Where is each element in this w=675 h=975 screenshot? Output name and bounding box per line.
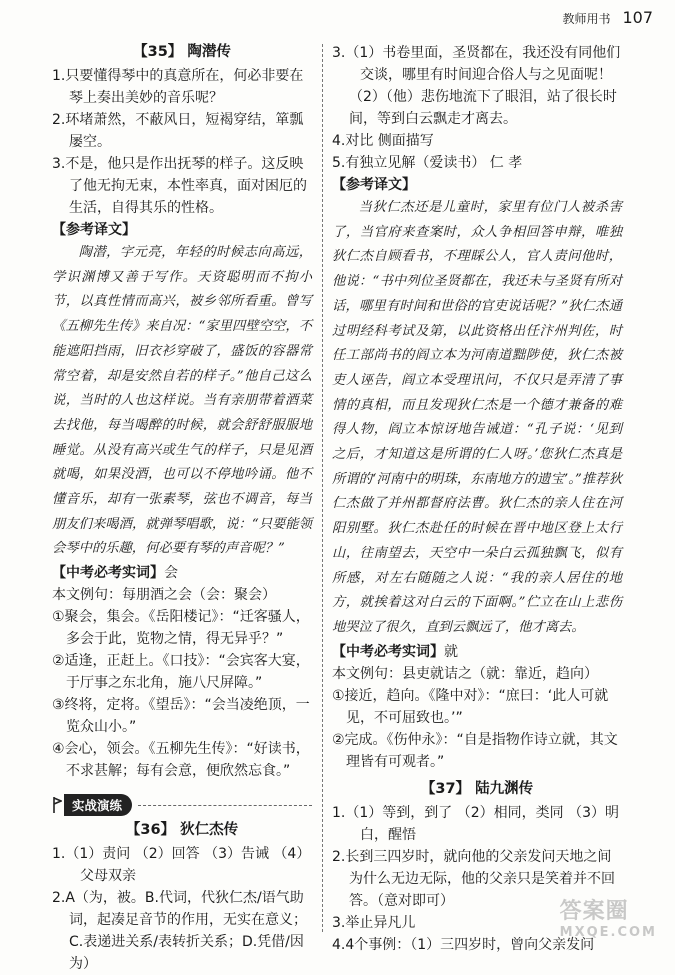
s36-sense-2: ②完成。《伤仲永》：“自是指物作诗立就，其文理皆有可观者。” xyxy=(332,731,618,770)
section-35-title: 【35】 陶潜传 xyxy=(133,44,231,60)
s36-translation: 当狄仁杰还是儿童时，家里有位门人被杀害了，当官府来查案时，众人争相回答申辩，唯独狄仁杰自顾看书，不理睬公人，官人责问他时，他说：“书中列位圣贤都在，我还未与圣贤有所对话，哪里有时间和世俗的官吏说话呢？”狄仁杰通过明经科考试及第，以此资格出任汴州判佐，时任工部尚书的阎立本为河南道黜陟使，狄仁杰被吏人诬告，阎立本受理讯问，不仅只是弄清了事情的真相，而且发现狄仁杰是一个德才兼备的难得人物，阎立本惊讶地告诫道：“孔子说：‘见到之后，才知道这是所谓的仁人呀。’您狄仁杰真是所谓的‘河南中的明珠，东南地方的遗宝’。”推荐狄仁杰做了并州都督府法曹。狄仁杰的亲人住在河阳别墅。狄仁杰赴任的时候在晋中地区登上太行山，往南望去，天空中一朵白云孤独飘飞，似有所感，对左右随随之人说：“我的亲人居住的地方，就挨着这对白云的下面啊。”伫立在山上悲伤地哭泣了很久，直到云飘远了，他才离去。 xyxy=(332,200,622,635)
s35-vocab-label: 【中考必考实词】 xyxy=(52,565,164,582)
s35-vocab-word: 会 xyxy=(164,565,178,582)
section-36-title: 【36】 狄仁杰传 xyxy=(125,822,239,839)
watermark-url: MXQE.COM xyxy=(559,925,657,940)
practice-rule xyxy=(138,805,312,806)
s36-vocab-heading xyxy=(332,641,622,663)
s36-example: 本文例句：县吏就诘之（就：靠近，趋向） xyxy=(332,665,598,682)
s35-sense-1: ①聚会，集会。《岳阳楼记》：“迁客骚人，多会于此，览物之情，得无异乎？” xyxy=(52,609,310,648)
s35-example: 本文例句：每朋酒之会（会：聚会） xyxy=(52,587,276,604)
s35-answer-2: 2.环堵萧然，不蔽风日，短褐穿结，箪瓢屡空。 xyxy=(52,112,304,150)
s37-answer-1: 1.（1）等到，到了 （2）相同，类同 （3）明白，醒悟 xyxy=(332,804,619,843)
s36-vocab-word: 就 xyxy=(444,643,458,660)
s36-answer-1: 1.（1）责问 （2）回答 （3）告诫 （4）父母双亲 xyxy=(52,846,311,885)
s36-answer-3-part-2: （2）（他）悲伤地流下了眼泪，站了很长时间，等到白云飘走才离去。 xyxy=(349,89,617,127)
s35-reference-tag: 【参考译文】 xyxy=(52,222,136,238)
practice-banner xyxy=(52,794,312,816)
page-header xyxy=(562,8,653,27)
s37-answer-2: 2.长到三四岁时，就向他的父亲发问天地之间为什么无边无际，他的父亲只是笑着并不回答。（意对即可） xyxy=(332,848,615,909)
watermark-logo: 答案圈 xyxy=(559,899,629,924)
column-divider xyxy=(322,44,323,932)
s35-answer-3: 3.不是，他只是作出抚琴的样子。这反映了他无拘无束，本性率真，面对困厄的生活，自得其乐的性格。 xyxy=(52,156,307,216)
s36-vocab-label: 【中考必考实词】 xyxy=(332,643,444,660)
watermark xyxy=(560,894,657,940)
s36-answer-4: 4.对比 侧面描写 xyxy=(332,133,434,149)
s36-answer-3: 3.（1）书卷里面，圣贤都在，我还没有同他们交谈，哪里有时间迎合俗人与之见面呢！ xyxy=(332,45,621,83)
right-column xyxy=(332,42,622,956)
s35-sense-4: ④会心，领会。《五柳先生传》：“好读书，不求甚解；每有会意，便欣然忘食。” xyxy=(52,741,310,780)
practice-badge: 实战演练 xyxy=(64,794,132,816)
s35-sense-3: ③终将，定将。《望岳》：“会当凌绝顶，一览众山小。” xyxy=(52,697,310,736)
section-37-title: 【37】 陆九渊传 xyxy=(420,780,534,797)
s36-answer-5: 5.有独立见解（爱读书） 仁 孝 xyxy=(332,155,523,171)
s36-sense-1: ①接近，趋向。《隆中对》：“庶曰：‘此人可就见，不可屈致也。’” xyxy=(332,687,609,726)
s37-answer-3: 3.举止异凡儿 xyxy=(332,914,416,931)
s36-answer-2: 2.A（为，被。B.代词，代狄仁杰/语气助词，起凑足音节的作用，无实在意义；C.表递进关系/表转折关系；D.凭借/因为） xyxy=(52,890,307,973)
s35-sense-2: ②适逢，正赶上。《口技》：“会宾客大宴，于厅事之东北角，施八尺屏障。” xyxy=(52,653,310,692)
left-column xyxy=(52,42,312,975)
page-number: 107 xyxy=(622,8,653,27)
s35-vocab-heading xyxy=(52,562,312,584)
s37-answer-4: 4.4个事例：（1）三四岁时，曾向父亲发问 xyxy=(332,936,595,953)
header-label: 教师用书 xyxy=(562,12,611,26)
s35-answer-1: 1.只要懂得琴中的真意所在，何必非要在琴上奏出美妙的音乐呢？ xyxy=(52,68,304,106)
practice-flag-icon xyxy=(52,796,62,814)
s36-reference-tag: 【参考译文】 xyxy=(332,177,416,193)
s35-translation: 陶潜，字元亮，年轻的时候志向高远，学识渊博又善于写作。天资聪明而不拘小节，以真性情而高兴，被乡邻所看重。曾写《五柳先生传》来自况：“家里四壁空空，不能遮阳挡雨，旧衣衫穿破了，盛饭的容器常常空着，却是安然自若的样子。”他自己这么说，当时的人也这样说。当有亲朋带着酒菜去找他，每当喝醉的时候，就会舒舒服服地睡觉。从没有高兴或生气的样子，只是见酒就喝，如果没酒，也可以不停地吟诵。他不懂音乐，却有一张素琴，弦也不调音，每当朋友们来喝酒，就弹琴唱歌，说：“只要能领会琴中的乐趣，何必要有琴的声音呢？” xyxy=(52,245,312,557)
